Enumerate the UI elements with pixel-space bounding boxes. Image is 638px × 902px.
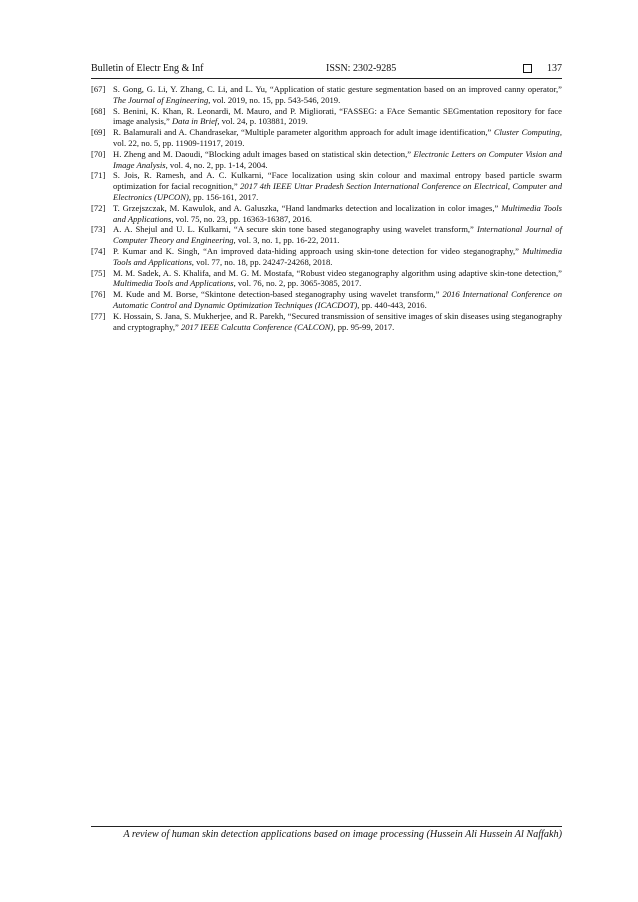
reference-text: M. M. Sadek, A. S. Khalifa, and M. G. M. Mostafa, “Robust video steganography algorithm using adaptive skin-tone detection,” [113, 267, 562, 278]
issn: ISSN: 2302-9285 [326, 63, 397, 74]
reference-details: , vol. 22, no. 5, pp. 11909-11917, 2019. [113, 127, 562, 148]
reference-number: [67] [91, 84, 106, 94]
reference-venue: Data in Brief [171, 116, 218, 127]
checkbox-square-icon [523, 64, 532, 73]
reference-details: , vol. 77, no. 18, pp. 24247-24268, 2018. [191, 256, 333, 267]
reference-details: , pp. 156-161, 2017. [188, 191, 259, 202]
reference-item [91, 289, 562, 311]
page-number: 137 [547, 63, 562, 74]
reference-venue: The Journal of Engineering [113, 94, 209, 105]
reference-details: , vol. 76, no. 2, pp. 3065-3085, 2017. [233, 278, 362, 289]
reference-text: S. Jois, R. Ramesh, and A. C. Kulkarni, “Face localization using skin colour and maximal entropy based particle swarm optimization for facial recognition,” [113, 170, 562, 192]
reference-text: S. Benini, K. Khan, R. Leonardi, M. Mauro, and P. Migliorati, “FASSEG: a FAce Semantic SEGmentation repository for face image analysis,” [113, 105, 562, 127]
reference-venue: 2017 4th IEEE Uttar Pradesh Section International Conference on Electrical, Computer and Electronics (UPCON) [113, 181, 563, 202]
reference-number: [77] [91, 310, 106, 321]
reference-item [91, 127, 562, 149]
header-divider [91, 78, 562, 79]
reference-venue: Multimedia Tools and Applications [113, 245, 562, 267]
reference-number: [74] [91, 245, 106, 256]
reference-item [91, 170, 562, 202]
footer-divider [91, 826, 562, 827]
reference-item [91, 106, 562, 128]
reference-number: [71] [91, 170, 106, 181]
reference-details: , pp. 440-443, 2016. [357, 299, 427, 310]
reference-item [91, 84, 562, 106]
reference-venue: 2016 International Conference on Automatic Control and Dynamic Optimization Techniques (ICACDOT) [113, 289, 563, 310]
journal-name: Bulletin of Electr Eng & Inf [91, 63, 204, 74]
reference-number: [69] [91, 127, 106, 138]
reference-item [91, 224, 562, 246]
reference-text: T. Grzejszczak, M. Kawulok, and A. Galuszka, “Hand landmarks detection and localization in color images,” [113, 202, 502, 213]
reference-list [91, 84, 562, 332]
reference-text: R. Balamurali and A. Chandrasekar, “Multiple parameter algorithm approach for adult image identification,” [113, 127, 494, 138]
reference-venue: Electronic Letters on Computer Vision and Image Analysis [113, 148, 562, 170]
reference-details: , pp. 95-99, 2017. [333, 321, 395, 332]
reference-item [91, 149, 562, 171]
reference-details: , vol. 24, p. 103881, 2019. [217, 116, 308, 127]
reference-number: [70] [91, 148, 106, 159]
reference-item [91, 311, 562, 333]
reference-text: H. Zheng and M. Daoudi, “Blocking adult images based on statistical skin detection,” [113, 148, 414, 159]
reference-details: , vol. 75, no. 23, pp. 16363-16387, 2016. [171, 213, 312, 224]
reference-number: [76] [91, 289, 106, 300]
reference-text: K. Hossain, S. Jana, S. Mukherjee, and R. Parekh, “Secured transmission of sensitive images of skin diseases using steganography and cryptography,” [113, 310, 562, 332]
reference-item [91, 268, 562, 290]
reference-details: , vol. 2019, no. 15, pp. 543-546, 2019. [208, 94, 341, 105]
reference-details: , vol. 4, no. 2, pp. 1-14, 2004. [165, 159, 268, 170]
reference-details: , vol. 3, no. 1, pp. 16-22, 2011. [233, 235, 340, 246]
running-footer: A review of human skin detection applications based on image processing (Hussein Ali Hussein Al Naffakh) [123, 829, 562, 840]
reference-venue: Multimedia Tools and Applications [113, 202, 562, 224]
reference-number: [73] [91, 224, 106, 235]
reference-text: P. Kumar and K. Singh, “An improved data-hiding approach using skin-tone detection for video steganography,” [113, 245, 523, 256]
reference-venue: 2017 IEEE Calcutta Conference (CALCON) [180, 321, 334, 332]
reference-text: M. Kude and M. Borse, “Skintone detection-based steganography using wavelet transform,” [113, 289, 443, 300]
reference-number: [68] [91, 105, 106, 116]
reference-venue: Multimedia Tools and Applications [113, 278, 234, 289]
reference-text: S. Gong, G. Li, Y. Zhang, C. Li, and L. Yu, “Application of static gesture segmentation based on an improved canny operator,” [113, 84, 562, 94]
running-header [91, 63, 562, 79]
reference-number: [72] [91, 202, 106, 213]
reference-venue: International Journal of Computer Theory and Engineering [113, 224, 562, 246]
reference-item [91, 246, 562, 268]
reference-item [91, 203, 562, 225]
reference-text: A. A. Shejul and U. L. Kulkarni, “A secure skin tone based steganography using wavelet transform,” [113, 224, 477, 235]
reference-venue: Cluster Computing [493, 127, 560, 138]
reference-number: [75] [91, 267, 106, 278]
